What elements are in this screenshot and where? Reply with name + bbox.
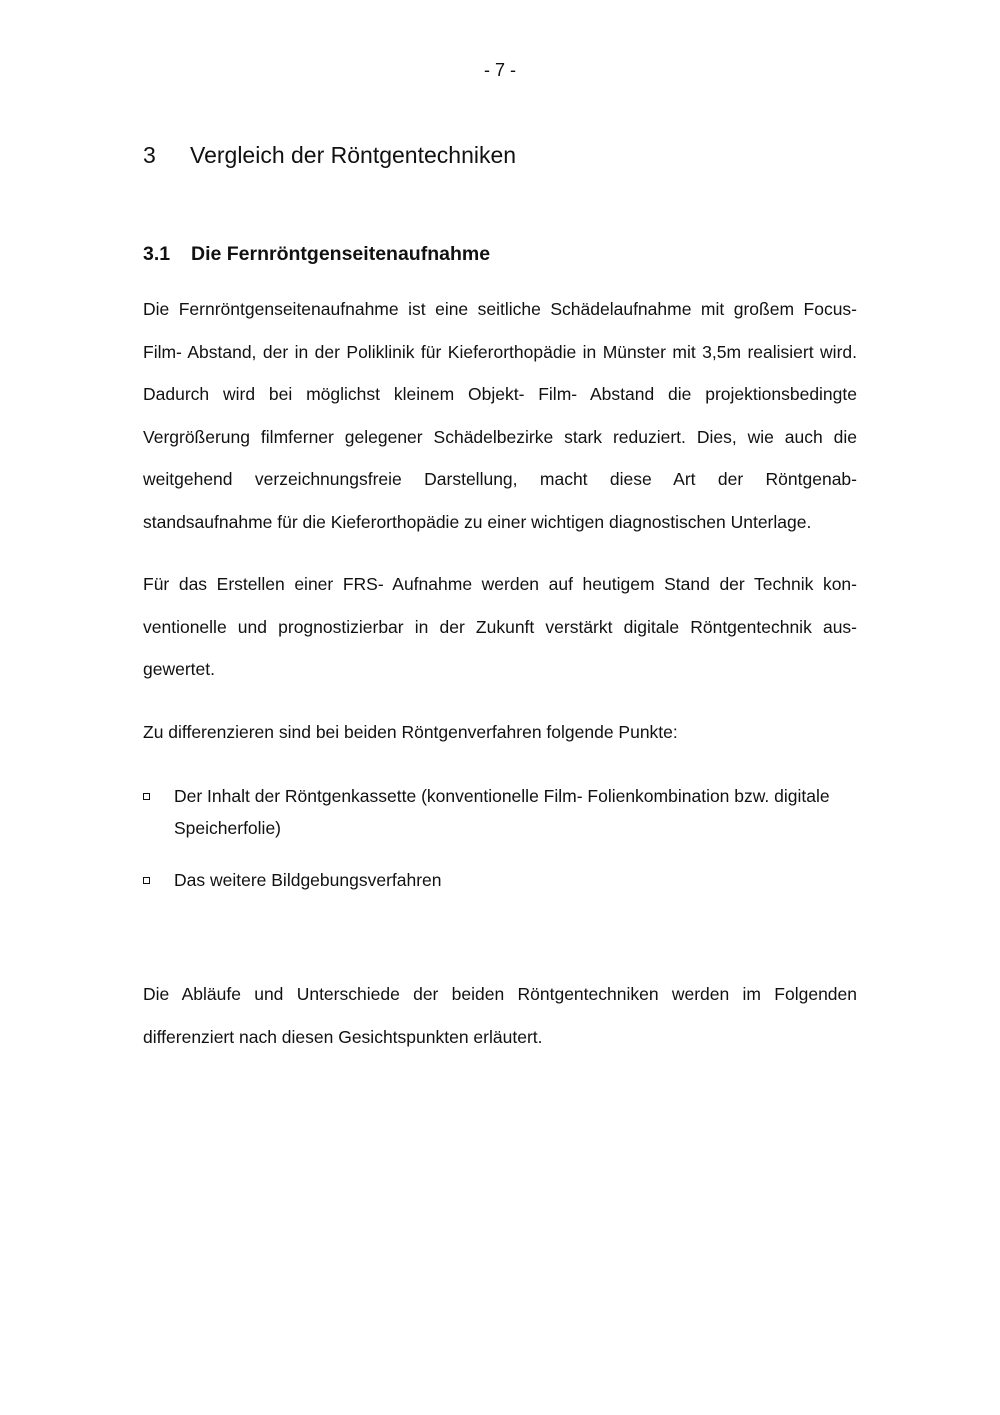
list-item: [143, 864, 888, 896]
checkbox-bullet-icon: [143, 877, 150, 884]
paragraph-intro: Die Fernröntgenseitenaufnahme ist eine seitliche Schädelaufnahme mit großem Focus- Film- Abstand, der in der Poliklinik für Kieferorthopädie in Münster mit 3,5m realisiert wird. Dadurch wird bei möglichst kleinem Objekt- Film- Abstand die projektionsbedingte Vergrößerung filmferner gelegener Schädelbezirke stark reduziert. Dies, wie auch die weitgehend verzeichnungsfreie Darstellung, macht diese Art der Röntgenabstandsaufnahme für die Kieferorthopädie zu einer wichtigen diagnostischen Unterlage.: [143, 299, 857, 532]
paragraph-differentiation: Zu differenzieren sind bei beiden Röntgenverfahren folgende Punkte:: [143, 722, 678, 742]
section-number: 3.1: [143, 243, 171, 265]
list-item: [143, 780, 888, 844]
chapter-title: Vergleich der Röntgentechniken: [190, 142, 517, 168]
paragraph-conclusion: Die Abläufe und Unterschiede der beiden Röntgentechniken werden im Folgenden differenziert nach diesen Gesichtspunkten erläutert.: [143, 984, 857, 1047]
paragraph-frs-techniques: Für das Erstellen einer FRS- Aufnahme werden auf heutigem Stand der Technik konventionelle und prognostizierbar in der Zukunft verstärkt digitale Röntgentechnik ausgewertet.: [143, 574, 857, 679]
checkbox-bullet-icon: [143, 793, 150, 800]
section-title: Die Fernröntgenseitenaufnahme: [191, 243, 491, 265]
list-item-text: Das weitere Bildgebungsverfahren: [174, 870, 442, 890]
chapter-number: 3: [143, 142, 156, 168]
list-item-text: Der Inhalt der Röntgenkassette (konventionelle Film- Folienkombination bzw. digitale Speicherfolie): [174, 786, 830, 838]
section-heading: [143, 243, 490, 266]
page-number: - 7 -: [483, 60, 516, 80]
chapter-heading: [143, 142, 516, 169]
